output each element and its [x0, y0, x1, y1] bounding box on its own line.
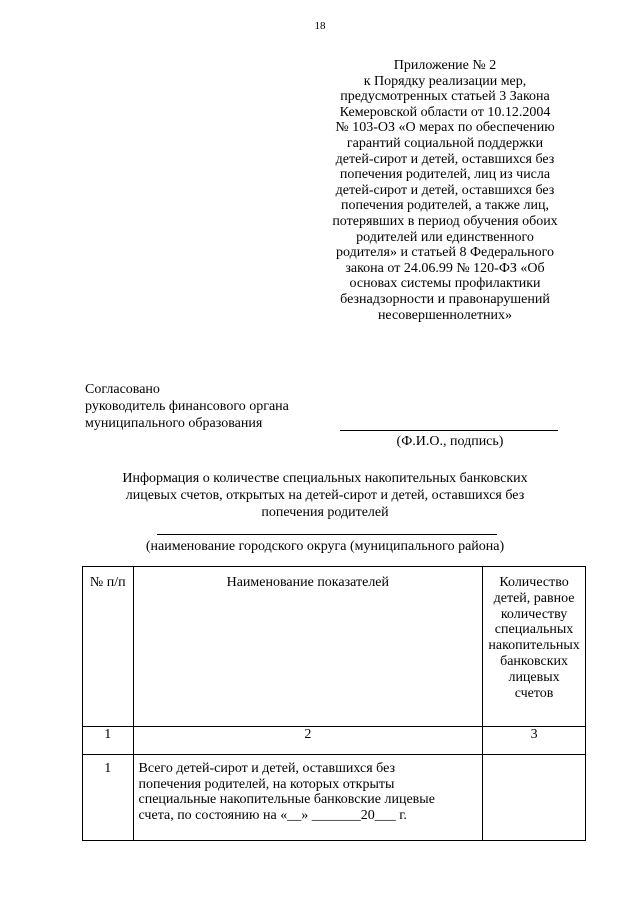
appendix-line: к Порядку реализации мер,: [363, 73, 527, 89]
appendix-line: родителей или единственного: [356, 229, 534, 245]
row-text-line: попечения родителей, на которых открыты: [138, 776, 395, 792]
column-number: 3: [483, 727, 586, 755]
appendix-line: Приложение № 2: [393, 58, 497, 73]
table-header-row: [83, 567, 586, 727]
signature-line: [340, 430, 558, 431]
municipality-name-line: [157, 534, 497, 535]
row-text-line: специальные накопительные банковские лицевые: [138, 792, 435, 808]
appendix-line: № 103-ОЗ «О мерах по обеспечению: [335, 120, 555, 136]
row-indicator-text: [133, 755, 483, 841]
municipality-name-caption: (наименование городского округа (муниципального района): [145, 539, 505, 554]
column-number: 1: [83, 727, 134, 755]
approval-role: руководитель финансового органа: [85, 399, 289, 414]
header-count-line: Количество: [499, 575, 569, 590]
header-count-line: специальных: [494, 622, 574, 638]
title-line: лицевых счетов, открытых на детей-сирот и детей, оставшихся без: [125, 488, 525, 503]
header-count-line: банковских: [500, 653, 569, 669]
header-count-line: количеству: [500, 606, 568, 622]
row-text-line: Всего детей-сирот и детей, оставшихся без: [138, 761, 395, 776]
document-title: [90, 470, 560, 521]
appendix-line: основах системы профилактики: [349, 276, 541, 292]
appendix-line: потерявших в период обучения обоих: [332, 213, 558, 229]
indicators-table: [82, 566, 586, 841]
header-count-line: накопительных: [488, 638, 580, 654]
header-count-line: детей, равное: [493, 590, 575, 606]
appendix-header: [300, 58, 590, 323]
approval-title: Согласовано: [85, 382, 160, 397]
column-numbering-row: [83, 727, 586, 755]
appendix-line: попечения родителей, лиц из числа: [339, 167, 551, 183]
row-count-value: [483, 755, 586, 841]
appendix-line: попечения родителей, а также лиц,: [341, 198, 549, 214]
header-count: [483, 567, 586, 727]
header-count-line: счетов: [514, 685, 554, 701]
column-number: 2: [133, 727, 483, 755]
appendix-line: предусмотренных статьей 3 Закона: [340, 89, 550, 105]
approval-organization: муниципального образования: [85, 416, 263, 431]
header-number: № п/п: [83, 567, 134, 727]
appendix-line: Кемеровской области от 10.12.2004: [339, 104, 551, 120]
approval-block: [85, 381, 289, 432]
appendix-line: закона от 24.06.99 № 120-ФЗ «Об: [345, 260, 545, 276]
appendix-line: родителя» и статьей 8 Федерального: [335, 245, 555, 261]
table-row: [83, 755, 586, 841]
title-line: Информация о количестве специальных накопительных банковских: [122, 471, 528, 486]
row-number: 1: [83, 755, 134, 841]
signature-caption: (Ф.И.О., подпись): [396, 434, 504, 449]
header-indicator-name: Наименование показателей: [133, 567, 483, 727]
appendix-line: детей-сирот и детей, оставшихся без: [335, 151, 555, 167]
row-text-line: счета, по состоянию на «__» _______20___ г.: [138, 807, 407, 823]
header-count-line: лицевых: [508, 669, 560, 685]
appendix-line: детей-сирот и детей, оставшихся без: [335, 182, 555, 198]
appendix-line: безнадзорности и правонарушений: [340, 291, 550, 307]
appendix-line: гарантий социальной поддержки: [346, 135, 544, 151]
title-line: попечения родителей: [261, 505, 389, 520]
page-number: 18: [314, 20, 326, 32]
appendix-line: несовершеннолетних»: [377, 307, 513, 323]
